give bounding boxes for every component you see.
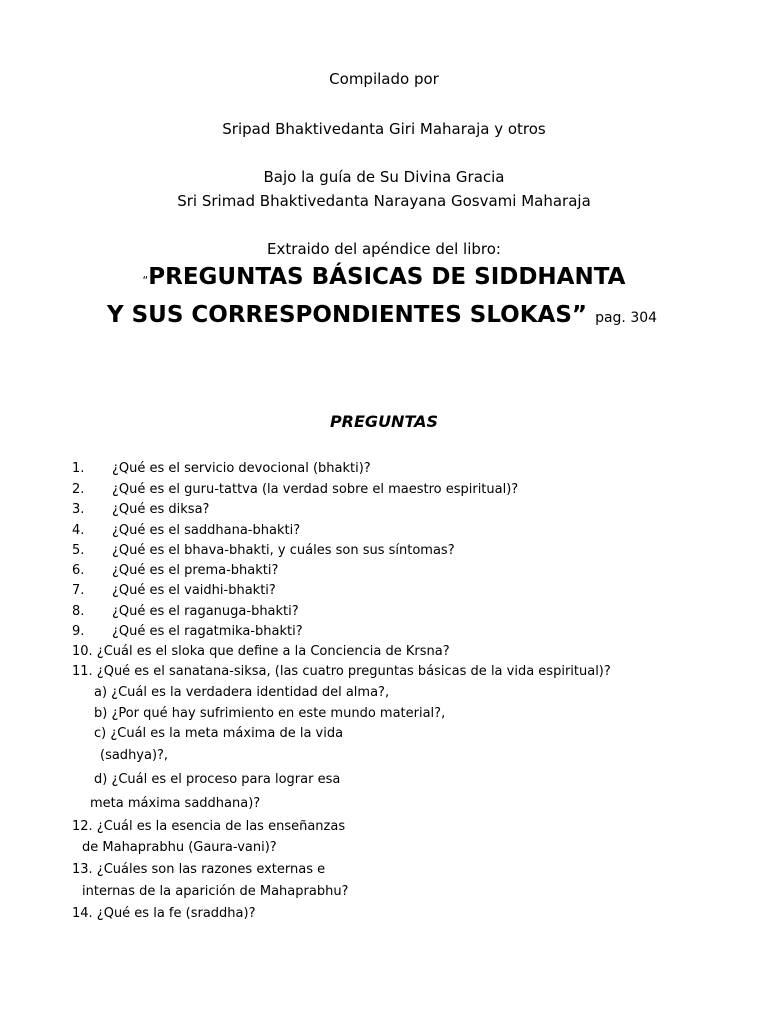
open-quote: “	[142, 274, 149, 287]
question-11: 11. ¿Qué es el sanatana-siksa, (las cuatro preguntas básicas de la vida espiritual)?	[72, 664, 611, 679]
guidance-line-1: Bajo la guía de Su Divina Gracia	[263, 168, 505, 186]
book-title-line-2	[0, 301, 766, 332]
page-reference: pag. 304	[595, 310, 658, 326]
compiled-by: Compilado por	[329, 70, 439, 88]
question-11d-line-1: d) ¿Cuál es el proceso para lograr esa	[94, 772, 341, 787]
section-title: PREGUNTAS	[329, 412, 439, 431]
question-13-line-2: internas de la aparición de Mahaprabhu?	[82, 884, 349, 899]
extract-note: Extraido del apéndice del libro:	[267, 240, 501, 258]
question-10: 10. ¿Cuál es el sloka que define a la Conciencia de Krsna?	[72, 644, 450, 659]
question-14: 14. ¿Qué es la fe (sraddha)?	[72, 906, 256, 921]
question-11a: a) ¿Cuál es la verdadera identidad del alma?,	[94, 685, 390, 700]
question-12-line-2: de Mahaprabhu (Gaura-vani)?	[82, 840, 277, 855]
book-title-text-1: PREGUNTAS BÁSICAS DE SIDDHANTA	[148, 264, 626, 290]
guidance-line-2: Sri Srimad Bhaktivedanta Narayana Gosvami Maharaja	[177, 192, 591, 210]
question-11c-line-1: c) ¿Cuál es la meta máxima de la vida	[94, 726, 344, 741]
question-11d-line-2: meta máxima saddhana)?	[90, 796, 261, 811]
authors: Sripad Bhaktivedanta Giri Maharaja y otros	[222, 120, 546, 138]
question-13-line-1: 13. ¿Cuáles son las razones externas e	[72, 862, 326, 877]
question-11b: b) ¿Por qué hay sufrimiento en este mundo material?,	[94, 706, 446, 721]
question-12-line-1: 12. ¿Cuál es la esencia de las enseñanzas	[72, 819, 346, 834]
book-title-text-2: Y SUS CORRESPONDIENTES SLOKAS”	[106, 302, 588, 328]
question-11c-line-2: (sadhya)?,	[100, 748, 169, 763]
book-title-line-1	[0, 263, 768, 295]
document-page: Compilado por Sripad Bhaktivedanta Giri Maharaja y otros Bajo la guía de Su Divina Gracia Sri Srimad Bhaktivedanta Narayana Gosvami Maharaja Extraido del apéndice del libro: “PREGUNTAS BÁSICAS DE SIDDHANTA Y SUS CORRESPONDIENTES SLOKAS” pag. 304 PREGUNTAS 1. ¿Qué es el servicio devocional (bhakti)? 2. ¿Qué es el guru-tattva (la verdad sobre el maestro espiritual)? 3. ¿Qué es diksa? 4. ¿Qué es el saddhana-bhakti? 5. ¿Qué es el bhava-bhakti, y cuáles son sus síntomas? 6. ¿Qué es el prema-bhakti? 7. ¿Qué es el vaidhi-bhakti? 8. ¿Qué es el raganuga-bhakti? 9. ¿Qué es el ragatmika-bhakti? 10. ¿Cuál es el sloka que define a la Conciencia de Krsna? 11. ¿Qué es el sanatana-siksa, (las cuatro preguntas básicas de la vida espiritual)? a) ¿Cuál es la verdadera identidad del alma?, b) ¿Por qué hay sufrimiento en este mundo material?, c) ¿Cuál es la meta máxima de la vida (sadhya)?, d) ¿Cuál es el proceso para lograr esa meta máxima saddhana)? 12. ¿Cuál es la esencia de las enseñanzas de Mahaprabhu (Gaura-vani)? 13. ¿Cuáles son las razones externas e internas de la aparición de Mahaprabhu? 14. ¿Qué es la fe (sraddha)?	[0, 0, 768, 1024]
